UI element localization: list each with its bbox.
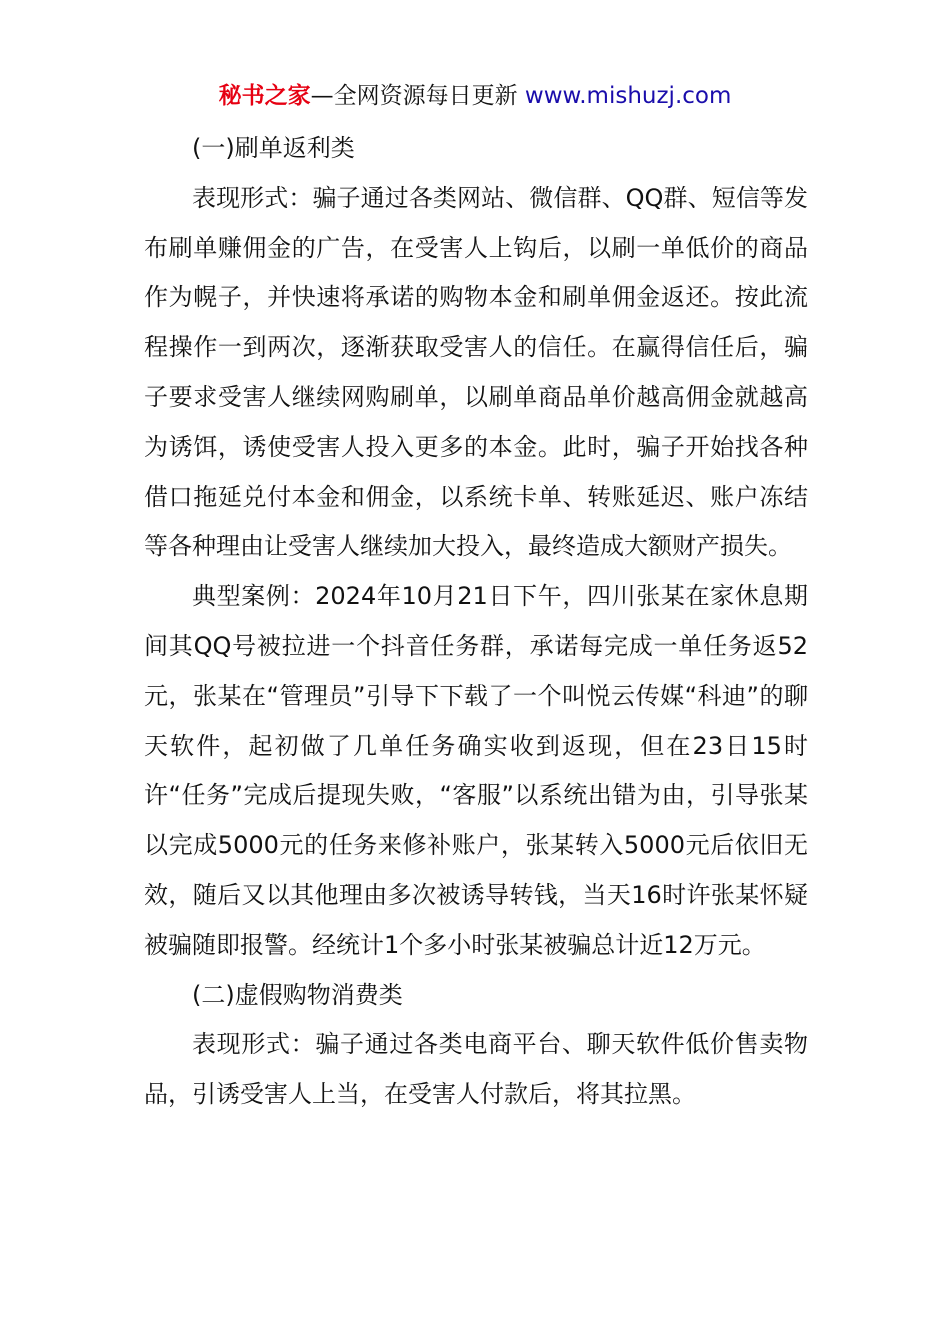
section-heading-2: (二)虚假购物消费类 — [192, 980, 403, 1009]
site-url-link[interactable]: www.mishuzj.com — [524, 83, 732, 109]
page-header — [0, 80, 950, 112]
brand-name: 秘书之家 — [218, 83, 311, 109]
section-2-form-paragraph: 表现形式：骗子通过各类电商平台、聊天软件低价售卖物品，引诱受害人上当，在受害人付款后，将其拉黑。 — [144, 1030, 808, 1109]
section-heading-1: (一)刷单返利类 — [192, 134, 355, 162]
header-tagline: —全网资源每日更新 — [310, 83, 525, 109]
section-1-case-paragraph: 典型案例：2024年10月21日下午，四川张某在家休息期间其QQ号被拉进一个抖音任务群，承诺每完成一单任务返52元，张某在“管理员”引导下下载了一个叫悦云传媒“科迪”的聊天软件，起初做了几单任务确实收到返现，但在23日15时许“任务”完成后提现失败，“客服”以系统出错为由，引导张某以完成5000元的任务来修补账户，张某转入5000元后依旧无效，随后又以其他理由多次被诱导转钱，当天16时许张某怀疑被骗随即报警。经统计1个多小时张某被骗总计近12万元。 — [144, 582, 808, 959]
document-body — [144, 124, 808, 1120]
section-1-form-paragraph: 表现形式：骗子通过各类网站、微信群、QQ群、短信等发布刷单赚佣金的广告，在受害人上钩后，以刷一单低价的商品作为幌子，并快速将承诺的购物本金和刷单佣金返还。按此流程操作一到两次，逐渐获取受害人的信任。在赢得信任后，骗子要求受害人继续网购刷单，以刷单商品单价越高佣金就越高为诱饵，诱使受害人投入更多的本金。此时，骗子开始找各种借口拖延兑付本金和佣金，以系统卡单、转账延迟、账户冻结等各种理由让受害人继续加大投入，最终造成大额财产损失。 — [144, 183, 808, 561]
